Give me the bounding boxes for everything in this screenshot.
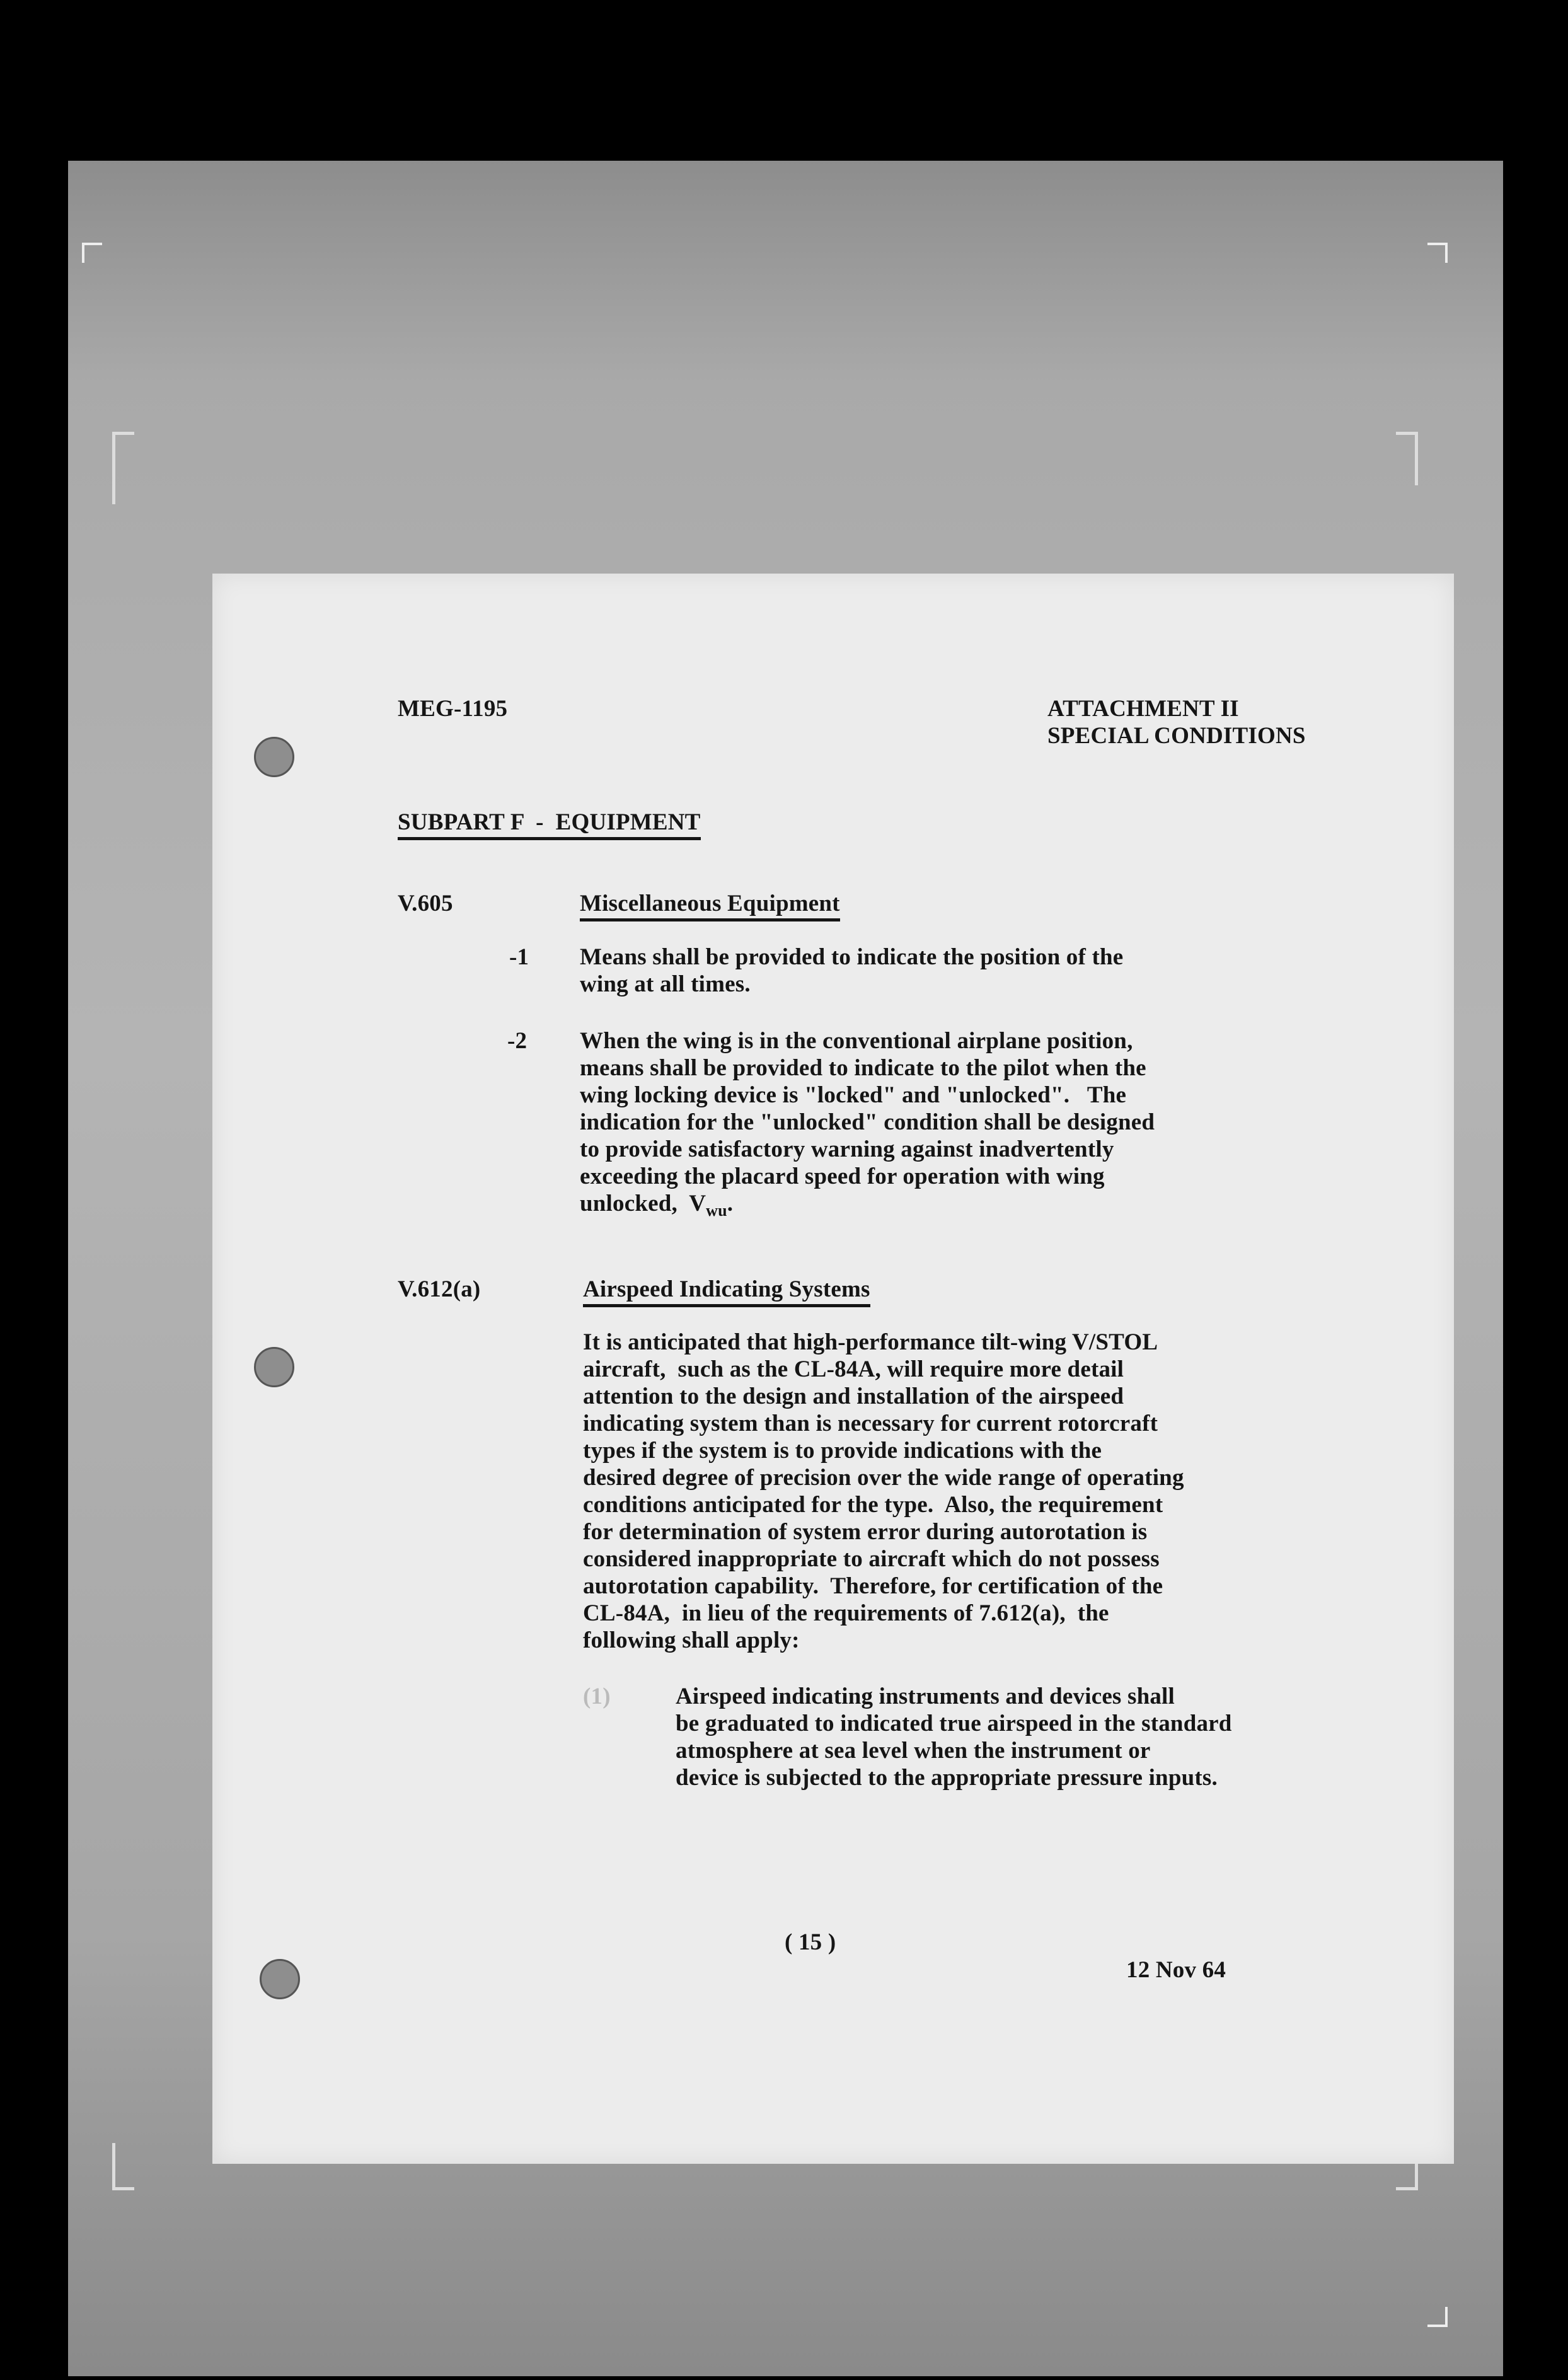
text-line: device is subjected to the appropriate pressure inputs. [676,1765,1218,1791]
attachment-label: ATTACHMENT II [1047,696,1239,722]
section-paragraph [583,1329,1184,1654]
section-title: Miscellaneous Equipment [580,890,840,921]
text-line: When the wing is in the conventional airplane position, [580,1028,1133,1054]
document-id: MEG-1195 [398,696,508,722]
text-line: types if the system is to provide indications with the [583,1438,1102,1464]
text-line: considered inappropriate to aircraft which do not possess [583,1546,1160,1572]
text-line: means shall be provided to indicate to the pilot when the [580,1055,1146,1081]
subpart-heading: SUBPART F - EQUIPMENT [398,809,701,840]
subscript: wu [706,1201,727,1220]
text-line: autorotation capability. Therefore, for certification of the [583,1573,1163,1599]
corner-mark [1427,243,1448,263]
punch-hole [254,737,294,777]
item-text [676,1683,1232,1791]
item-text [580,1027,1155,1220]
text-line: exceeding the placard speed for operation with wing [580,1164,1105,1189]
text-line [580,1190,1155,1220]
section-title: Airspeed Indicating Systems [583,1276,870,1307]
item-text [580,944,1123,998]
punch-hole [260,1959,300,1999]
text-line: indication for the "unlocked" condition shall be designed [580,1109,1155,1135]
text-line: following shall apply: [583,1627,800,1653]
text-line: It is anticipated that high-performance tilt-wing V/STOL [583,1329,1158,1355]
text-fragment: unlocked, V [580,1191,706,1216]
corner-mark [1396,432,1418,485]
section-number: V.605 [398,891,453,916]
item-label: (1) [583,1684,611,1709]
corner-mark [112,432,134,504]
text-line: aircraft, such as the CL-84A, will require more detail [583,1356,1124,1382]
punch-hole [254,1347,294,1387]
corner-mark [82,243,102,263]
corner-mark [1427,2307,1448,2327]
text-line: wing at all times. [580,971,751,997]
item-label: -2 [507,1028,527,1054]
item-label: -1 [509,944,529,970]
corner-mark [112,2143,134,2190]
document-date: 12 Nov 64 [1126,1957,1226,1983]
attachment-subtitle: SPECIAL CONDITIONS [1047,723,1306,749]
text-line: attention to the design and installation of the airspeed [583,1384,1124,1409]
text-line: conditions anticipated for the type. Also, the requirement [583,1492,1163,1518]
text-fragment: . [727,1191,734,1216]
text-line: desired degree of precision over the wide range of operating [583,1465,1184,1491]
text-line: Airspeed indicating instruments and devices shall [676,1684,1175,1709]
section-number: V.612(a) [398,1276,481,1302]
text-line: to provide satisfactory warning against inadvertently [580,1136,1114,1162]
text-line: CL-84A, in lieu of the requirements of 7.612(a), the [583,1600,1109,1626]
text-line: Means shall be provided to indicate the position of the [580,944,1124,970]
text-line: be graduated to indicated true airspeed in the standard [676,1711,1232,1736]
text-line: atmosphere at sea level when the instrument or [676,1738,1151,1764]
text-line: wing locking device is "locked" and "unlocked". The [580,1082,1127,1108]
text-line: for determination of system error during autorotation is [583,1519,1148,1545]
page-number: ( 15 ) [785,1929,836,1955]
text-line: indicating system than is necessary for current rotorcraft [583,1411,1158,1436]
